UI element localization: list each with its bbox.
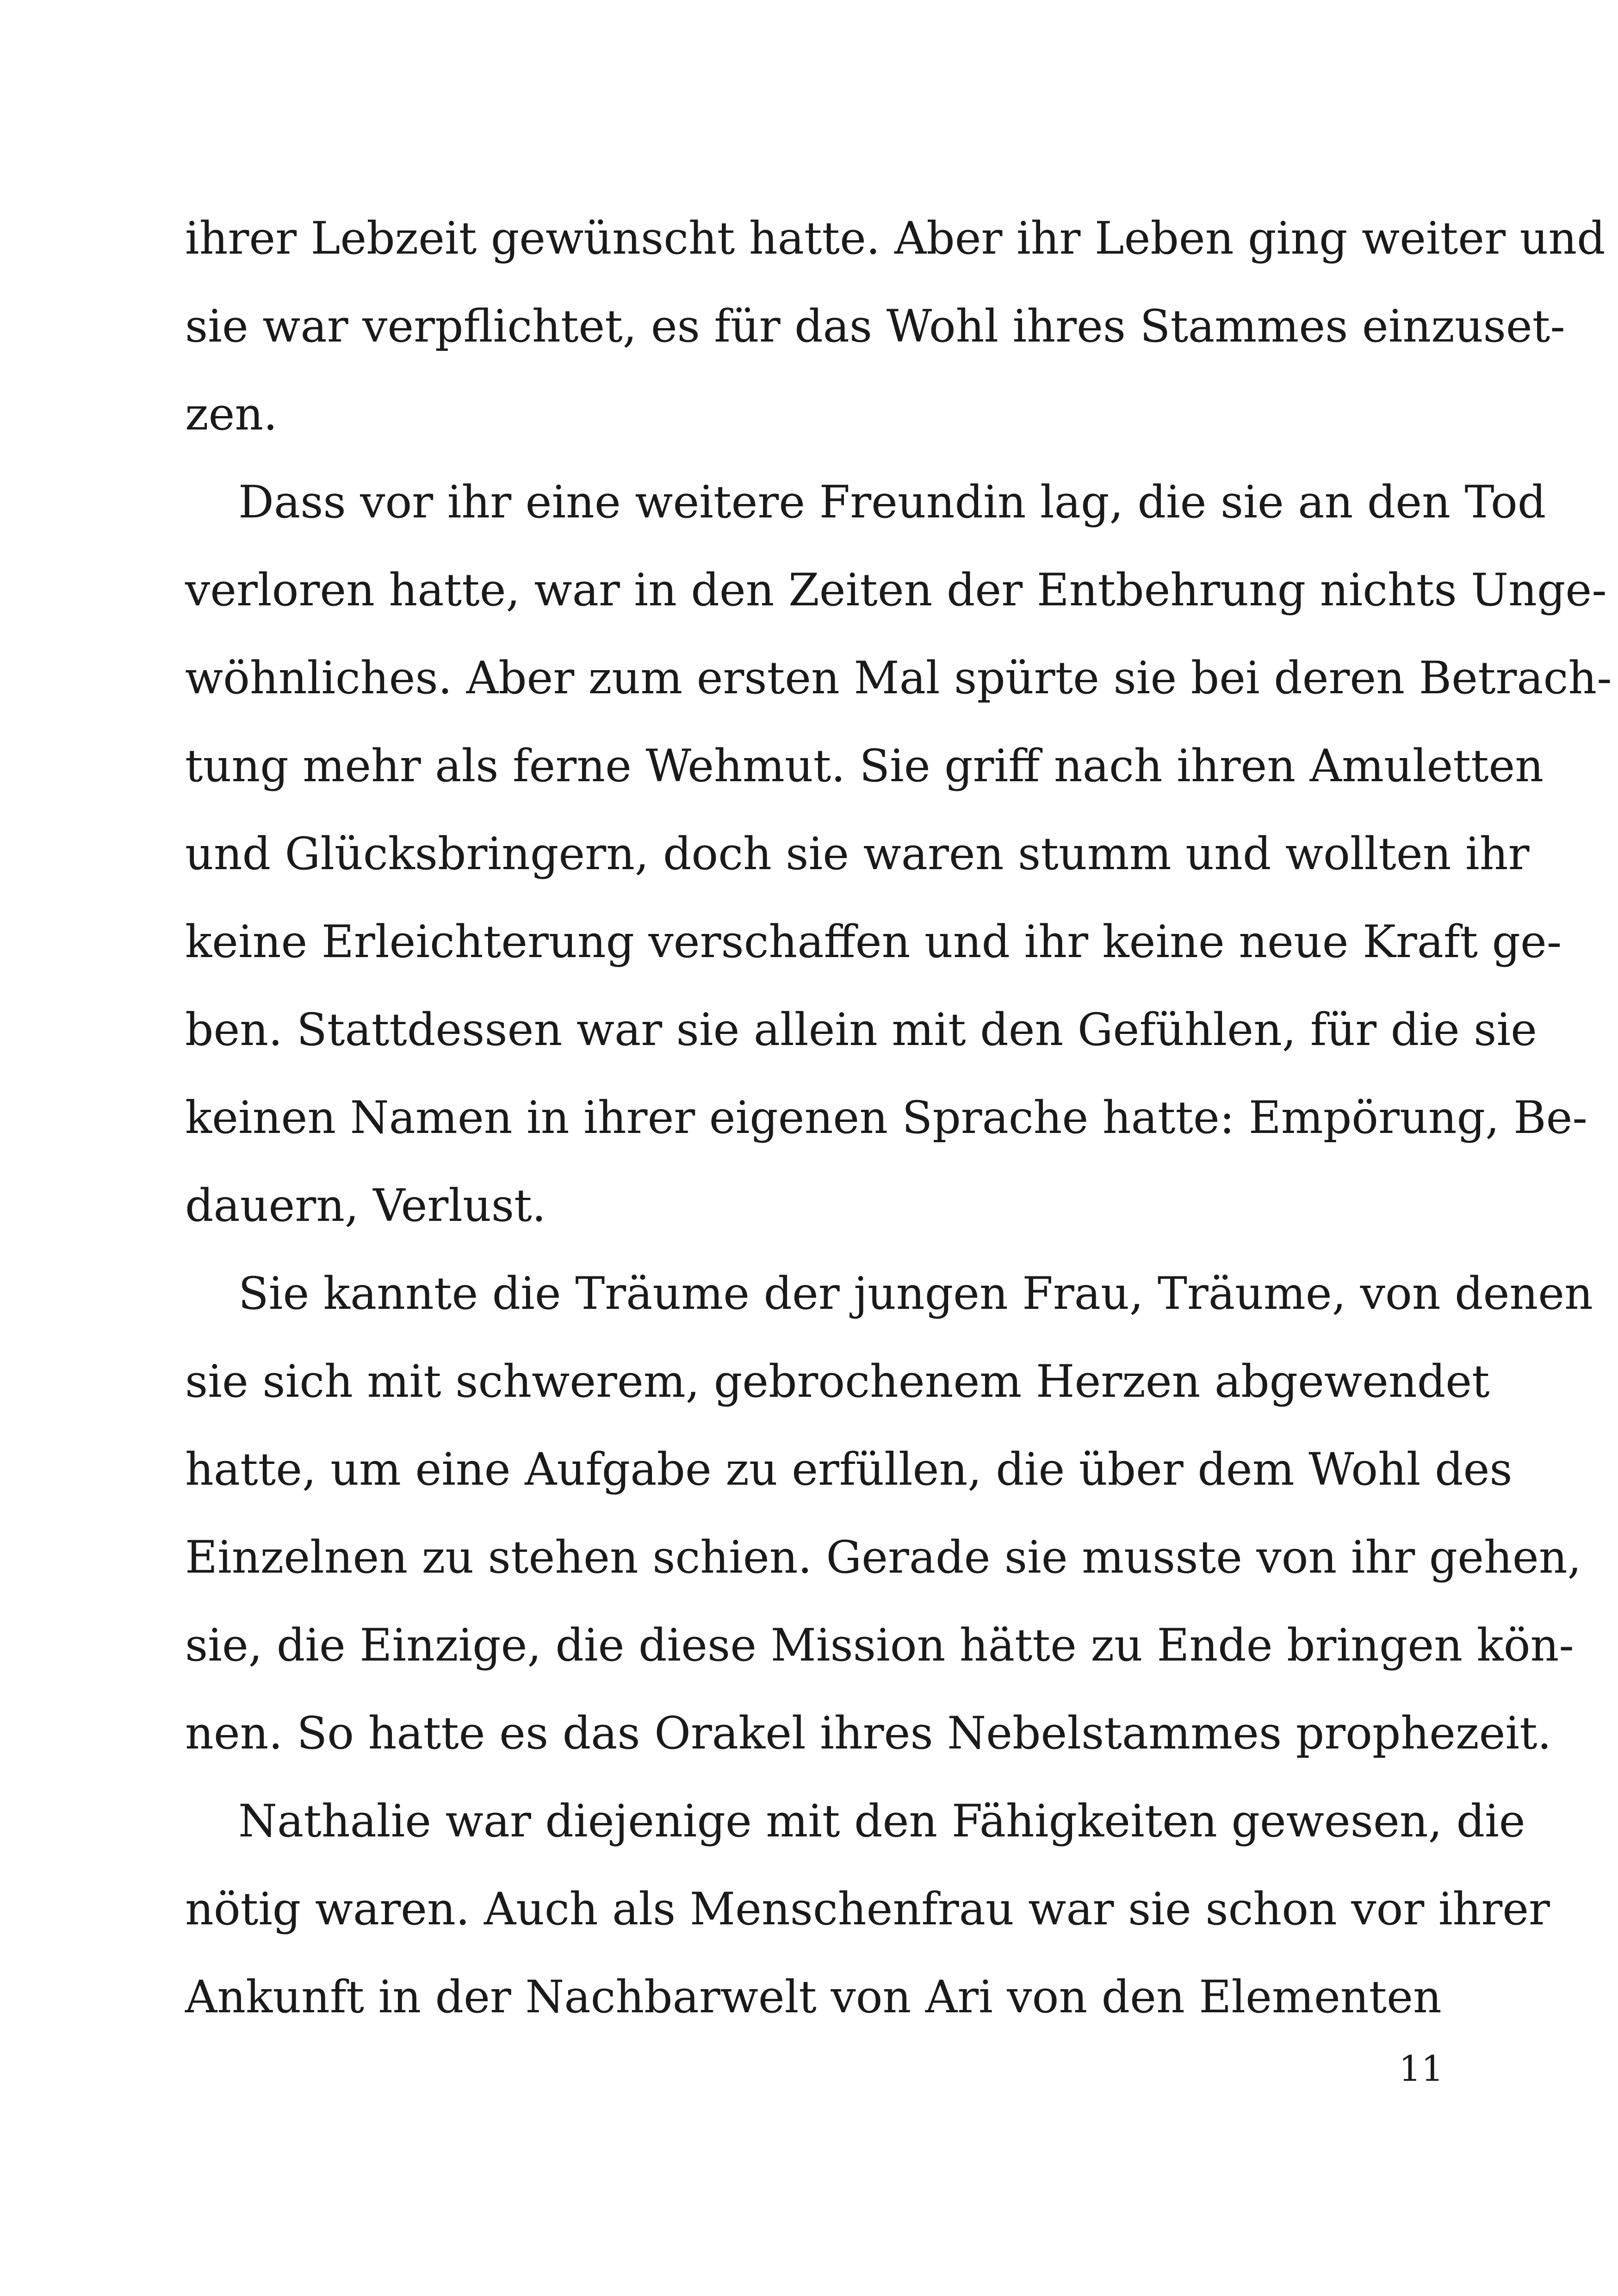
text-line: sie sich mit schwerem, gebrochenem Herzen abgewendet <box>185 1356 1490 1407</box>
text-line: ben. Stattdessen war sie allein mit den Gefühlen, für die sie <box>185 1004 1537 1056</box>
paragraph-4 <box>185 1777 1550 2041</box>
paragraph-2 <box>185 458 1612 1250</box>
text-line: zen. <box>185 388 278 440</box>
text-line: tung mehr als ferne Wehmut. Sie griff nach ihren Amuletten <box>185 740 1544 792</box>
text-line: verloren hatte, war in den Zeiten der Entbehrung nichts Unge- <box>185 564 1607 616</box>
text-line: Einzelnen zu stehen schien. Gerade sie musste von ihr gehen, <box>185 1531 1582 1583</box>
text-line: Nathalie war diejenige mit den Fähigkeiten gewesen, die <box>238 1795 1525 1847</box>
text-line: und Glücksbringern, doch sie waren stumm und wollten ihr <box>185 828 1530 880</box>
text-line: keine Erleichterung verschaffen und ihr keine neue Kraft ge- <box>185 916 1562 968</box>
body-text <box>185 194 1612 2041</box>
text-line: Sie kannte die Träume der jungen Frau, Träume, von denen <box>238 1268 1593 1319</box>
paragraph-1 <box>185 194 1606 458</box>
text-line: sie, die Einzige, die diese Mission hätte zu Ende bringen kön- <box>185 1619 1574 1671</box>
text-line: Dass vor ihr eine weitere Freundin lag, die sie an den Tod <box>238 476 1546 528</box>
text-line: hatte, um eine Aufgabe zu erfüllen, die über dem Wohl des <box>185 1444 1513 1495</box>
text-line: keinen Namen in ihrer eigenen Sprache hatte: Empörung, Be- <box>185 1092 1587 1144</box>
text-line: dauern, Verlust. <box>185 1180 546 1232</box>
text-line: nen. So hatte es das Orakel ihres Nebelstammes prophezeit. <box>185 1707 1552 1759</box>
text-line: wöhnliches. Aber zum ersten Mal spürte sie bei deren Betrach- <box>185 652 1612 704</box>
text-line: nötig waren. Auch als Menschenfrau war sie schon vor ihrer <box>185 1883 1550 1935</box>
text-line: ihrer Lebzeit gewünscht hatte. Aber ihr Leben ging weiter und <box>185 212 1606 264</box>
text-line: sie war verpflichtet, es für das Wohl ihres Stammes einzuset- <box>185 300 1565 352</box>
page-number: 11 <box>1399 2048 1444 2089</box>
text-line: Ankunft in der Nachbarwelt von Ari von den Elementen <box>185 1971 1442 2023</box>
paragraph-3 <box>185 1250 1593 1777</box>
